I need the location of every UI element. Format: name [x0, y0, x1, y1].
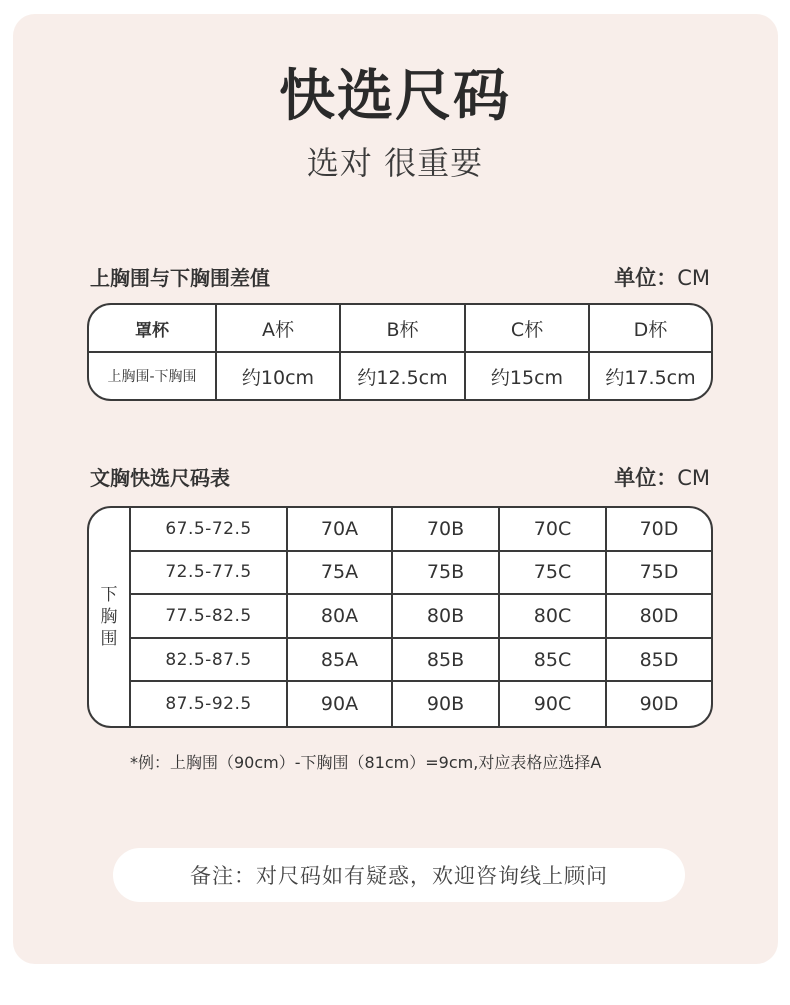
table-cell: 75A	[288, 552, 393, 596]
underbust-side-label	[89, 508, 131, 726]
table-cell: 72.5-77.5	[131, 552, 288, 596]
cup-section-heading: 上胸围与下胸围差值	[90, 266, 270, 290]
remark-text: 备注：对尺码如有疑惑，欢迎咨询线上顾问	[190, 864, 608, 888]
side-label-char: 下	[100, 584, 118, 605]
table-cell: 75B	[393, 552, 500, 596]
page-title: 快选尺码	[279, 64, 511, 129]
table-cell: 90C	[500, 682, 607, 726]
table-header-cell: 罩杯	[89, 305, 217, 353]
table-cell: 80C	[500, 595, 607, 639]
remark-banner	[113, 848, 685, 902]
size-chart-table	[87, 506, 713, 728]
table-cell: 90A	[288, 682, 393, 726]
table-cell: 70C	[500, 508, 607, 552]
cup-section-unit	[614, 262, 710, 292]
table-cell: 70B	[393, 508, 500, 552]
unit-label: 单位：	[614, 466, 678, 490]
table-cell: 85A	[288, 639, 393, 683]
table-cell: 87.5-92.5	[131, 682, 288, 726]
table-cell: 82.5-87.5	[131, 639, 288, 683]
table-cell: 约12.5cm	[341, 353, 466, 399]
table-cell: 80D	[607, 595, 711, 639]
table-cell: 85C	[500, 639, 607, 683]
example-note: *例：上胸围（90cm）-下胸围（81cm）=9cm,对应表格应选择A	[130, 753, 602, 772]
page-subtitle: 选对 很重要	[306, 144, 484, 182]
table-cell: 约17.5cm	[605, 366, 696, 389]
table-cell: 85B	[393, 639, 500, 683]
unit-value: CM	[677, 466, 710, 490]
table-cell: 85D	[607, 639, 711, 683]
size-section-heading: 文胸快选尺码表	[90, 466, 230, 490]
unit-value: CM	[677, 266, 710, 290]
table-header-cell: A杯	[217, 305, 341, 353]
table-cell: 90D	[639, 693, 679, 716]
table-cell: 90B	[393, 682, 500, 726]
table-cell: 77.5-82.5	[131, 595, 288, 639]
table-cell: 约15cm	[466, 353, 590, 399]
table-cell: 67.5-72.5	[131, 508, 288, 552]
table-cell: 80A	[288, 595, 393, 639]
table-cell: 75C	[500, 552, 607, 596]
table-header-cell: C杯	[466, 305, 590, 353]
table-cell: 约10cm	[217, 353, 341, 399]
table-cell: 上胸围-下胸围	[89, 353, 217, 399]
side-label-char: 胸	[100, 606, 118, 627]
table-cell: 70A	[288, 508, 393, 552]
size-section-unit	[614, 462, 710, 492]
table-cell: 75D	[607, 552, 711, 596]
cup-difference-table	[87, 303, 713, 401]
table-header-cell: B杯	[341, 305, 466, 353]
side-label-char: 围	[100, 628, 118, 649]
unit-label: 单位：	[614, 266, 678, 290]
table-header-cell: D杯	[590, 305, 711, 353]
table-cell: 80B	[393, 595, 500, 639]
table-cell: 70D	[607, 508, 711, 552]
